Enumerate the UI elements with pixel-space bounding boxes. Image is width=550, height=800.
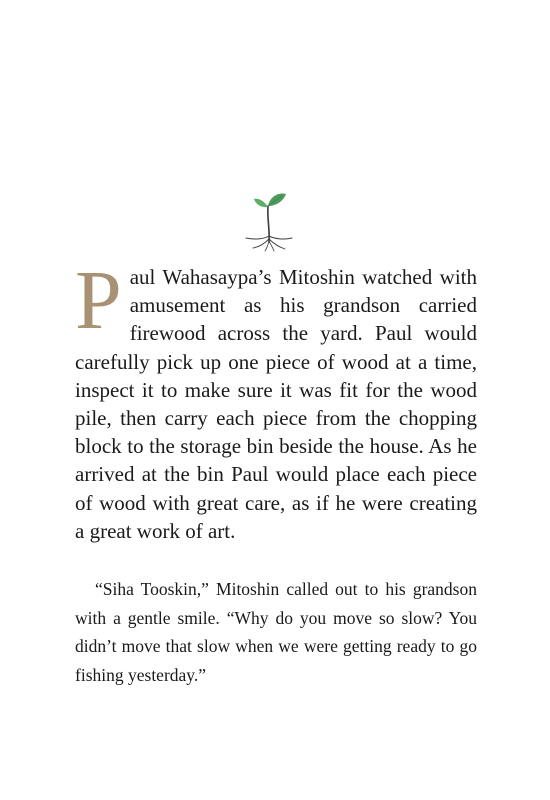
sprout-icon	[243, 186, 295, 252]
opening-paragraph-text: aul Wahasaypa’s Mitoshin watched with amusement as his grandson carried firewood across the yard. Paul would carefully pick up one piece of wood at a time, inspect it to make sure it was fit for the wood pile, then carry each piece from the chopping block to the storage bin beside the house. As he arrived at the bin Paul would place each piece of wood with great care, as if he were creating a great work of art.	[75, 265, 477, 543]
dialogue-paragraph: “Siha Tooskin,” Mitoshin called out to his grandson with a gentle smile. “Why do you move so slow? You didn’t move that slow when we were getting ready to go fishing yesterday.”	[75, 579, 477, 685]
drop-cap: P	[75, 254, 122, 347]
opening-paragraph	[75, 254, 477, 545]
